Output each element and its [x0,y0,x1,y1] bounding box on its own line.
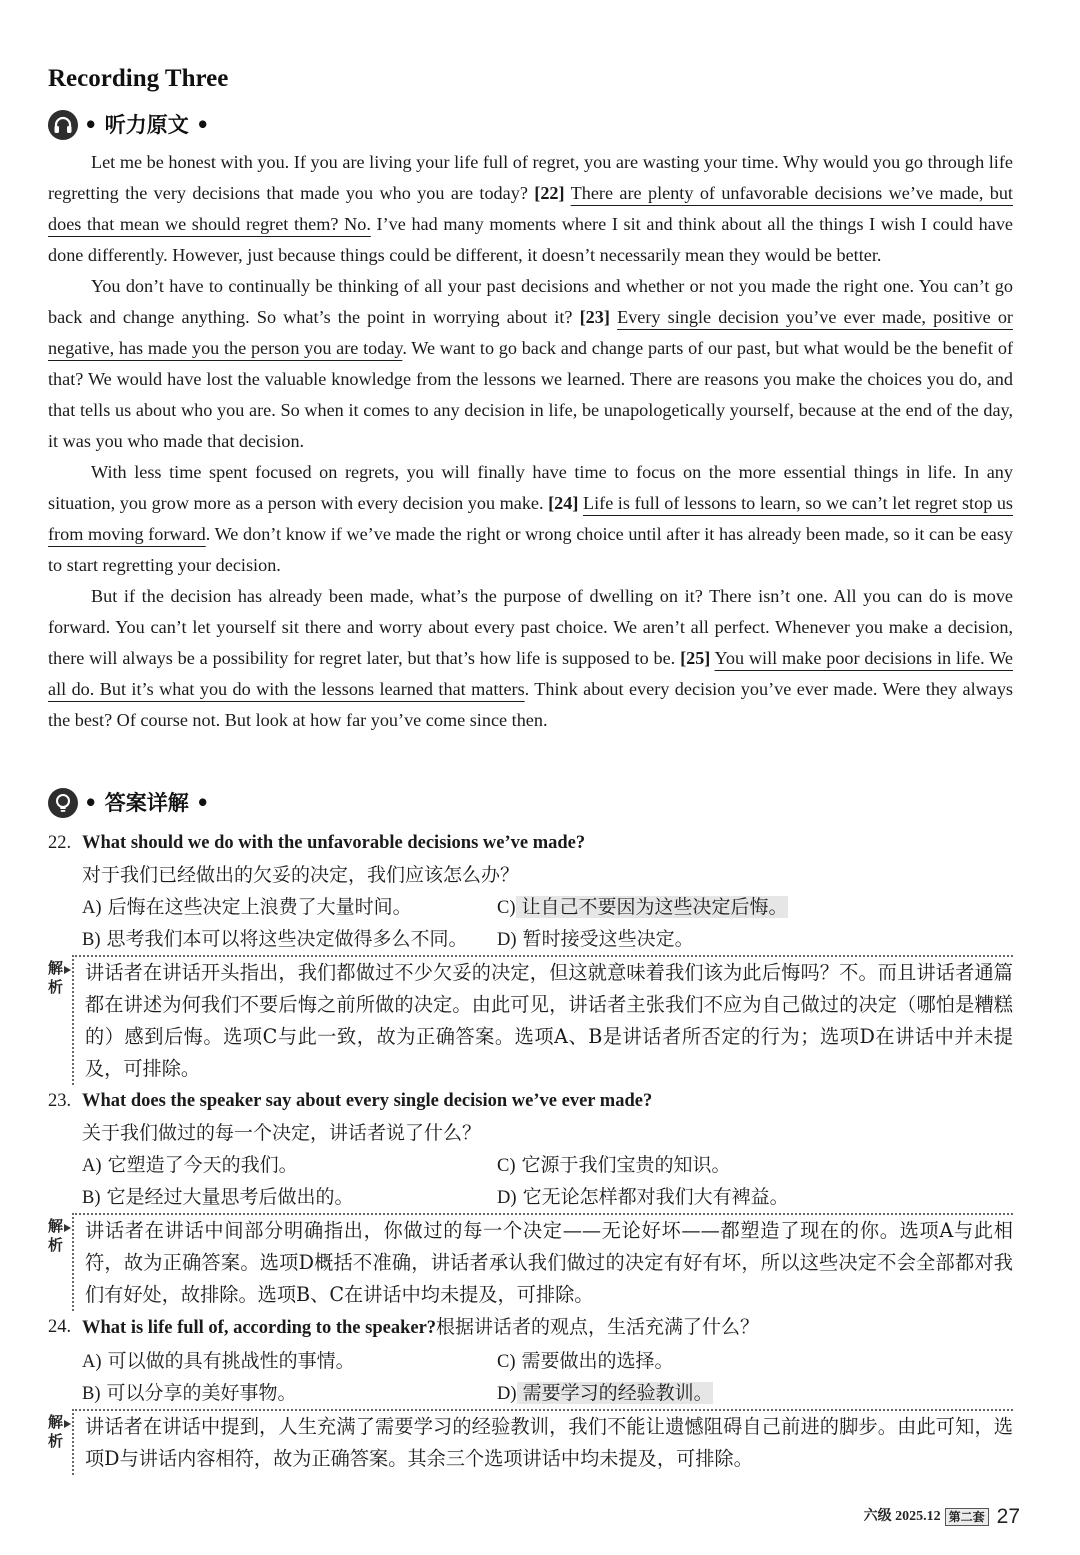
underlined-answer-sentence: You will make poor decisions in life. We all do. But it’s what you do with the lessons learned that matters [48,648,1014,699]
question-23 [48,1085,1013,1311]
option-key: A) [82,1352,102,1372]
page-footer [864,1504,1020,1530]
option-c [497,1149,1013,1181]
option-c [497,891,1013,923]
question-24 [48,1311,1013,1475]
option-key: A) [82,1156,102,1176]
recording-title: Recording Three [48,65,229,92]
option-d [497,1377,1013,1409]
option-text: 需要做出的选择。 [515,1350,674,1372]
question-text-en: What does the speaker say about every single decision we’ve ever made? [82,1091,653,1111]
question-text-zh: 根据讲话者的观点，生活充满了什么？ [436,1316,760,1338]
option-key: C) [497,898,516,918]
transcript-header-label: • 听力原文 • [84,112,210,137]
headphones-icon [48,110,78,140]
transcript-passage [48,147,1013,736]
arrow-icon [64,1224,71,1232]
paragraph-text: . We don’t know if we’ve made the right or wrong choice until after it has already been made, so it can be easy to start regretting your decision. [48,524,1013,575]
underlined-answer-sentence: Life is full of lessons to learn, so we can’t let regret stop us from moving forward [48,493,1014,544]
option-key: D) [497,1384,517,1404]
question-number: 22. [48,833,72,853]
option-d [497,923,1013,955]
option-a [82,891,497,923]
option-text: 可以做的具有挑战性的事情。 [101,1350,355,1372]
question-marker-22: [22] [534,183,565,203]
option-a [82,1149,497,1181]
option-key: A) [82,898,102,918]
question-text-en: What is life full of, according to the speaker? [82,1318,437,1338]
option-key: C) [497,1156,516,1176]
page-number: 27 [996,1505,1020,1528]
option-b [82,1181,497,1213]
option-key: C) [497,1352,516,1372]
paragraph-text: You don’t have to continually be thinking of all your past decisions and whether or not you made the right one. You can’t go back and change anything. So what’s the point in worrying about it? [48,276,1013,327]
option-key: B) [82,930,101,950]
paragraph-text: But if the decision has already been made, what’s the purpose of dwelling on it? There isn’t one. All you can do is move forward. You can’t let yourself sit there and worry about every past choice. We aren’t all perfect. Whenever you make a decision, there will always be a possibility for regret later, but that’s how life is supposed to be. [48,586,1013,668]
question-text-en: What should we do with the unfavorable decisions we’ve made? [82,833,586,853]
analysis-label: 解析 [48,1413,64,1450]
option-key: D) [497,1188,517,1208]
answers-header [48,787,209,819]
option-b [82,923,497,955]
question-line [82,1311,1013,1345]
option-text: 需要学习的经验教训。 [516,1382,713,1404]
option-a [82,1345,497,1377]
transcript-paragraph-3 [48,457,1013,581]
question-22 [48,827,1013,1085]
transcript-header [48,109,209,141]
paragraph-text: Let me be honest with you. If you are living your life full of regret, you are wasting your time. Why would you go through life regretting the very decisions that made you who you are today? [48,152,1013,203]
option-text: 思考我们本可以将这些决定做得多么不同。 [100,928,468,950]
transcript-paragraph-4 [48,581,1013,736]
option-text: 它塑造了今天的我们。 [101,1154,298,1176]
option-key: B) [82,1384,101,1404]
analysis-text: 讲话者在讲话开头指出，我们都做过不少欠妥的决定，但这就意味着我们该为此后悔吗？不。而且讲话者通篇都在讲述为何我们不要后悔之前所做的决定。由此可见，讲话者主张我们不应为自己做过的决定（哪怕是糟糕的）感到后悔。选项C与此一致，故为正确答案。选项A、B是讲话者所否定的行为；选项D在讲话中并未提及，可排除。 [85,961,1013,1080]
option-text: 后悔在这些决定上浪费了大量时间。 [101,896,412,918]
options [82,1149,1013,1213]
option-text: 可以分享的美好事物。 [100,1382,297,1404]
question-number: 23. [48,1091,72,1111]
analysis-label: 解析 [48,959,64,996]
lightbulb-icon [48,788,78,818]
question-text-zh: 关于我们做过的每一个决定，讲话者说了什么？ [82,1122,482,1144]
underlined-answer-sentence: There are plenty of unfavorable decisions we’ve made, but does that mean we should regret them? No. [48,183,1013,234]
paragraph-text: . We want to go back and change parts of our past, but what would be the benefit of that? We would have lost the valuable knowledge from the lessons we learned. There are reasons you make the choices you do, and that tells us about who you are. So when it comes to any decision in life, be unapologetically yourself, because at the end of the day, it was you who made that decision. [48,338,1013,451]
analysis-box [48,1409,1013,1475]
option-text: 它是经过大量思考后做出的。 [100,1186,354,1208]
option-text: 暂时接受这些决定。 [516,928,694,950]
option-c [497,1345,1013,1377]
option-key: D) [497,930,517,950]
analysis-box [48,1213,1013,1311]
options [82,1345,1013,1409]
option-text: 它源于我们宝贵的知识。 [515,1154,731,1176]
options [82,891,1013,955]
question-number: 24. [48,1317,72,1337]
paragraph-text: I’ve had many moments where I sit and think about all the things I wish I could have done differently. However, just because things could be different, it doesn’t necessarily mean they would be better. [48,214,1013,265]
analysis-text: 讲话者在讲话中间部分明确指出，你做过的每一个决定——无论好坏——都塑造了现在的你。选项A与此相符，故为正确答案。选项D概括不准确，讲话者承认我们做过的决定有好有坏，所以这些决定不会全部都对我们有好处，故排除。选项B、C在讲话中均未提及，可排除。 [85,1219,1013,1306]
question-text-zh: 对于我们已经做出的欠妥的决定，我们应该怎么办？ [82,864,520,886]
analysis-box [48,955,1013,1085]
option-text: 它无论怎样都对我们大有裨益。 [516,1186,789,1208]
arrow-icon [64,966,71,974]
question-marker-23: [23] [579,307,610,327]
transcript-paragraph-1 [48,147,1013,271]
option-key: B) [82,1188,101,1208]
paragraph-text: With less time spent focused on regrets, you will finally have time to focus on the more essential things in life. In any situation, you grow more as a person with every decision you make. [48,462,1013,513]
set-label: 第二套 [945,1508,989,1526]
option-b [82,1377,497,1409]
answer-explanations [48,827,1013,1475]
question-marker-25: [25] [680,648,711,668]
exam-label: 六级 2025.12 [863,1509,941,1524]
question-marker-24: [24] [548,493,579,513]
option-text: 让自己不要因为这些决定后悔。 [515,896,788,918]
paragraph-text: . Think about every decision you’ve ever made. Were they always the best? Of course not. But look at how far you’ve come since then. [48,679,1014,730]
analysis-text: 讲话者在讲话中提到，人生充满了需要学习的经验教训，我们不能让遗憾阻碍自己前进的脚步。由此可知，选项D与讲话内容相符，故为正确答案。其余三个选项讲话中均未提及，可排除。 [85,1415,1013,1470]
underlined-answer-sentence: Every single decision you’ve ever made, positive or negative, has made you the person you are today [48,307,1013,358]
analysis-label: 解析 [48,1217,64,1254]
option-d [497,1181,1013,1213]
answers-header-label: • 答案详解 • [84,790,210,815]
transcript-paragraph-2 [48,271,1013,457]
arrow-icon [64,1420,71,1428]
